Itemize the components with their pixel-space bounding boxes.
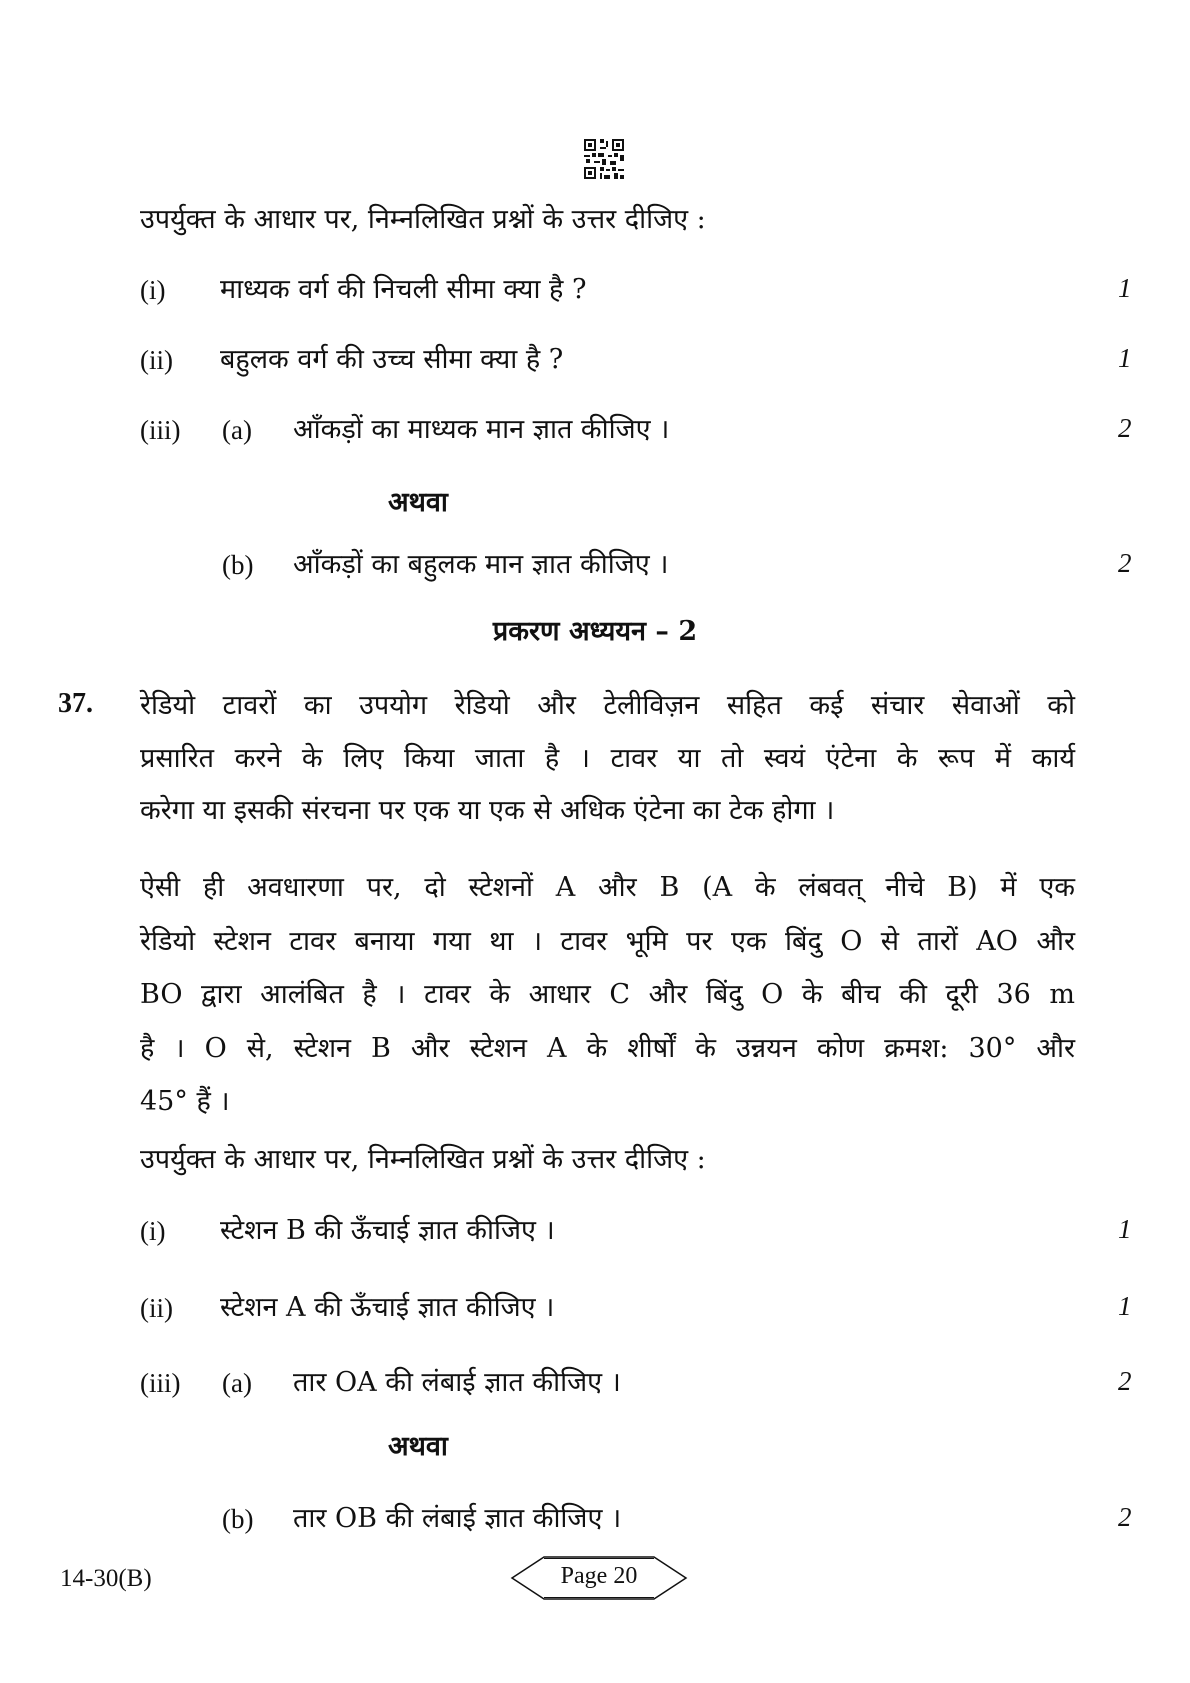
paragraph-line: BO द्वारा आलंबित है । टावर के आधार C और बिंदु O के बीच की दूरी 36 m	[140, 979, 1075, 1010]
instruction-text: उपर्युक्त के आधार पर, निम्नलिखित प्रश्नों के उत्तर दीजिए :	[140, 204, 706, 235]
paragraph-intro	[140, 680, 1075, 838]
question-number: 37.	[58, 688, 93, 719]
or-label: अथवा	[388, 1431, 448, 1462]
or-label: अथवा	[388, 487, 448, 518]
question-label: (i)	[140, 275, 166, 305]
paragraph-line: ऐसी ही अवधारणा पर, दो स्टेशनों A और B (A के लंबवत् नीचे B) में एक	[140, 872, 1075, 903]
question-text: बहुलक वर्ग की उच्च सीमा क्या है ?	[220, 344, 564, 375]
question-label: (iii)	[140, 415, 181, 445]
question-text: माध्यक वर्ग की निचली सीमा क्या है ?	[220, 274, 587, 305]
qr-code-icon	[584, 139, 624, 179]
marks: 2	[1118, 1502, 1132, 1532]
page-number-badge	[510, 1555, 688, 1601]
paragraph-line: रेडियो स्टेशन टावर बनाया गया था । टावर भूमि पर एक बिंदु O से तारों AO और	[140, 925, 1075, 957]
paragraph-line: करेगा या इसकी संरचना पर एक या एक से अधिक एंटेना का टेक होगा ।	[140, 795, 835, 826]
marks: 2	[1118, 413, 1132, 443]
marks: 1	[1118, 1214, 1132, 1244]
question-label: (i)	[140, 1216, 166, 1246]
paragraph-scenario	[140, 861, 1075, 1129]
question-label: (ii)	[140, 1293, 173, 1323]
question-text: आँकड़ों का माध्यक मान ज्ञात कीजिए ।	[293, 414, 670, 445]
paragraph-line: रेडियो टावरों का उपयोग रेडियो और टेलीविज़न सहित कई संचार सेवाओं को	[140, 690, 1075, 721]
marks: 1	[1118, 1291, 1132, 1321]
section-heading: प्रकरण अध्ययन – 2	[492, 616, 698, 647]
paragraph-line: है । O से, स्टेशन B और स्टेशन A के शीर्षों के उन्नयन कोण क्रमश: 30° और	[140, 1032, 1075, 1064]
question-sub-label: (b)	[222, 1504, 254, 1534]
question-text: तार OB की लंबाई ज्ञात कीजिए ।	[293, 1503, 622, 1534]
question-label: (iii)	[140, 1368, 181, 1398]
marks: 2	[1118, 548, 1132, 578]
page-label: Page 20	[560, 1563, 638, 1589]
question-text: स्टेशन A की ऊँचाई ज्ञात कीजिए ।	[220, 1292, 555, 1323]
marks: 1	[1118, 273, 1132, 303]
paragraph-line: प्रसारित करने के लिए किया जाता है । टावर या तो स्वयं एंटेना के रूप में कार्य	[140, 742, 1075, 774]
question-text: आँकड़ों का बहुलक मान ज्ञात कीजिए ।	[293, 549, 669, 580]
paragraph-line: 45° हैं ।	[140, 1086, 230, 1117]
instruction-text: उपर्युक्त के आधार पर, निम्नलिखित प्रश्नों के उत्तर दीजिए :	[140, 1144, 706, 1175]
question-label: (ii)	[140, 345, 173, 375]
question-sub-label: (b)	[222, 550, 254, 580]
question-text: तार OA की लंबाई ज्ञात कीजिए ।	[293, 1367, 621, 1398]
question-sub-label: (a)	[222, 415, 252, 445]
question-sub-label: (a)	[222, 1368, 252, 1398]
question-text: स्टेशन B की ऊँचाई ज्ञात कीजिए ।	[220, 1215, 555, 1246]
marks: 2	[1118, 1366, 1132, 1396]
paper-code: 14-30(B)	[60, 1565, 152, 1592]
marks: 1	[1118, 343, 1132, 373]
